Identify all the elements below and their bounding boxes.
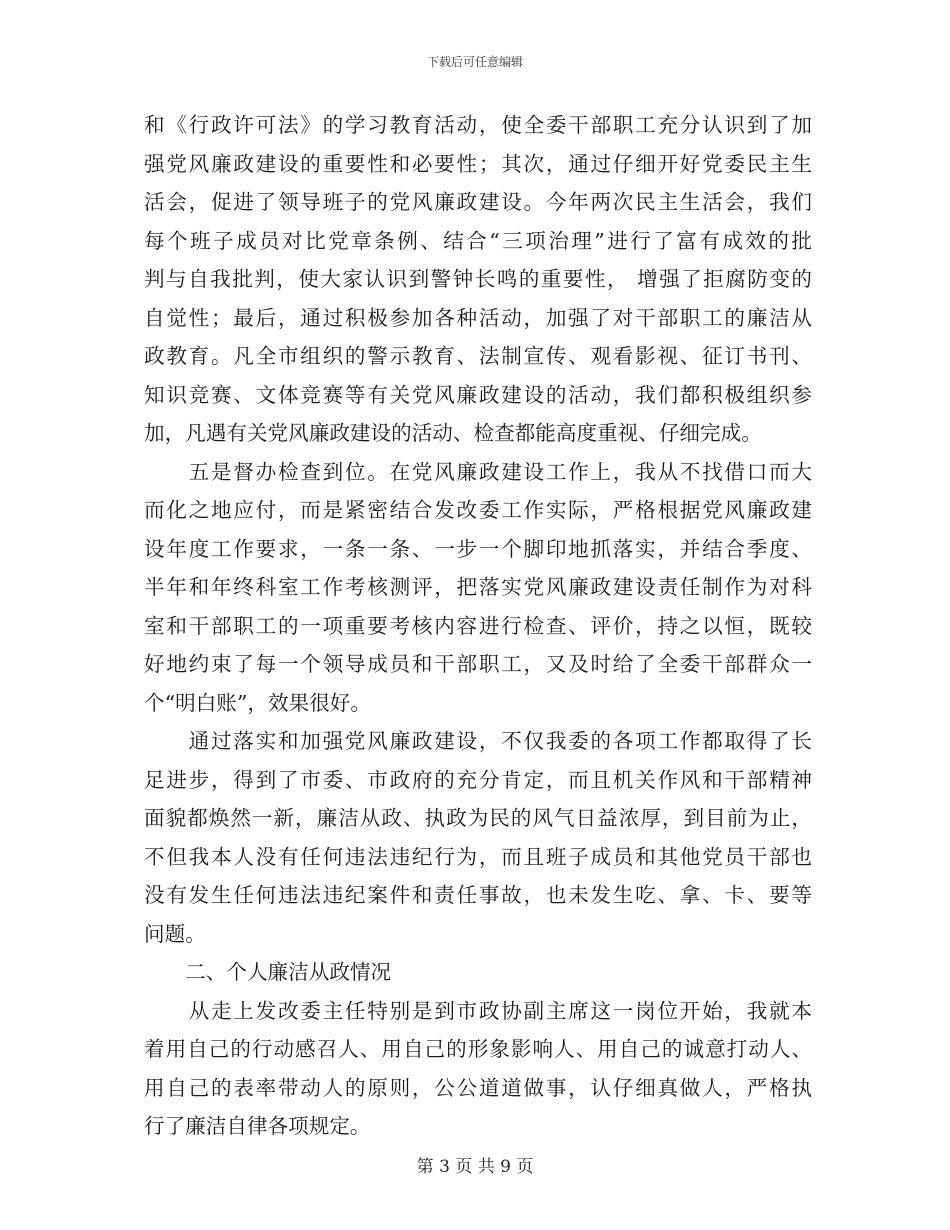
text-line: 用自己的表率带动人的原则，公公道道做事，认仔细真做人，严格执 xyxy=(144,1075,812,1100)
page-header: 下载后可任意编辑 xyxy=(426,55,523,69)
text-line: 活会，促进了领导班子的党风廉政建设。今年两次民主生活会，我们 xyxy=(144,190,812,214)
text-line: 加，凡遇有关党风廉政建设的活动、检查都能高度重视、仔细完成。 xyxy=(144,421,762,445)
text-line: 设年度工作要求，一条一条、一步一个脚印地抓落实，并结合季度、 xyxy=(144,536,812,561)
text-line: 好地约束了每一个领导成员和干部职工，又及时给了全委干部群众一 xyxy=(144,652,812,676)
text-line: 室和干部职工的一项重要考核内容进行检查、评价，持之以恒，既较 xyxy=(144,613,812,638)
text-line: 个“明白账”，效果很好。 xyxy=(144,690,371,715)
text-line: 足进步，得到了市委、市政府的充分肯定，而且机关作风和干部精神 xyxy=(144,767,812,792)
page-footer: 第 3 页 共 9 页 xyxy=(416,1157,534,1177)
text-line: 每个班子成员对比党章条例、结合“三项治理”进行了富有成效的批 xyxy=(144,228,812,253)
text-line: 自觉性；最后，通过积极参加各种活动，加强了对干部职工的廉洁从 xyxy=(144,305,812,330)
text-line: 知识竞赛、文体竞赛等有关党风廉政建设的活动，我们都积极组织参 xyxy=(144,382,812,407)
text-line: 着用自己的行动感召人、用自己的形象影响人、用自己的诚意打动人、 xyxy=(144,1037,812,1061)
text-line: 没有发生任何违法违纪案件和责任事故，也未发生吃、拿、卡、要等 xyxy=(144,883,812,907)
text-line: 判与自我批判，使大家认识到警钟长鸣的重要性， 增强了拒腐防变的 xyxy=(144,267,812,291)
text-line: 面貌都焕然一新，廉洁从政、执政为民的风气日益浓厚，到目前为止， xyxy=(144,806,812,830)
text-line: 从走上发改委主任特别是到市政协副主席这一岗位开始，我就本 xyxy=(144,998,812,1023)
text-line: 而化之地应付，而是紧密结合发改委工作实际，严格根据党风廉政建 xyxy=(144,498,812,522)
text-line: 通过落实和加强党风廉政建设，不仅我委的各项工作都取得了长 xyxy=(144,729,812,753)
text-line: 二、个人廉洁从政情况 xyxy=(144,960,392,984)
text-line: 和《行政许可法》的学习教育活动，使全委干部职工充分认识到了加 xyxy=(144,113,812,137)
body-text xyxy=(144,106,812,1146)
text-line: 行了廉洁自律各项规定。 xyxy=(144,1114,371,1138)
text-line: 半年和年终科室工作考核测评，把落实党风廉政建设责任制作为对科 xyxy=(144,575,812,599)
text-line: 政教育。凡全市组织的警示教育、法制宣传、观看影视、征订书刊、 xyxy=(144,344,812,368)
text-line: 强党风廉政建设的重要性和必要性；其次，通过仔细开好党委民主生 xyxy=(144,151,812,176)
text-line: 五是督办检查到位。在党风廉政建设工作上，我从不找借口而大 xyxy=(144,459,812,484)
text-line: 不但我本人没有任何违法违纪行为，而且班子成员和其他党员干部也 xyxy=(144,844,812,869)
text-line: 问题。 xyxy=(144,921,206,946)
